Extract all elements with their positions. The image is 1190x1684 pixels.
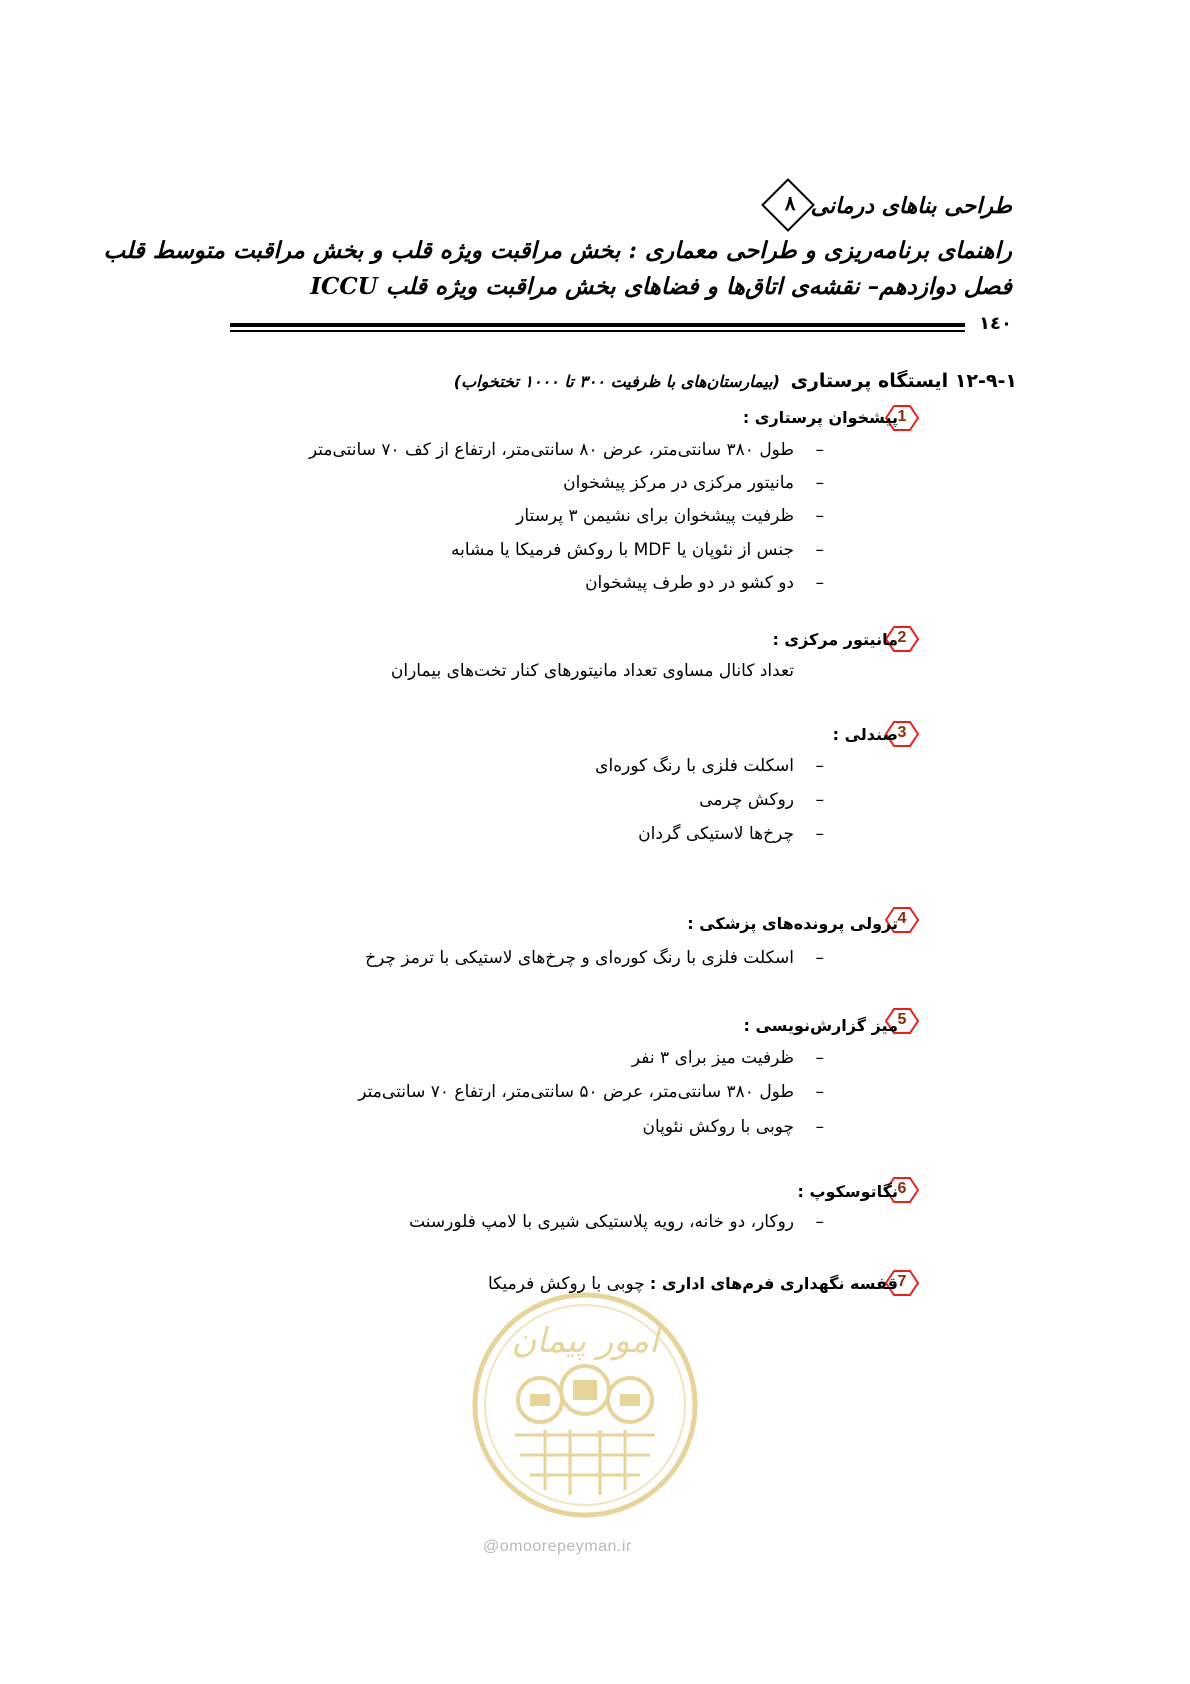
bullet-text: اسکلت فلزی با رنگ کوره‌ای xyxy=(595,756,794,776)
bullet-text: اسکلت فلزی با رنگ کوره‌ای و چرخ‌های لاستیکی با ترمز چرخ xyxy=(365,948,794,968)
bullet-text: ظرفیت میز برای ۳ نفر xyxy=(631,1048,794,1068)
list-item xyxy=(516,506,824,526)
bullet-text: مانیتور مرکزی در مرکز پیشخوان xyxy=(563,473,794,493)
bullet-dash: – xyxy=(815,790,824,810)
list-item xyxy=(365,948,824,968)
svg-text:امور پیمان: امور پیمان xyxy=(511,1321,659,1361)
badge-number: 4 xyxy=(897,910,907,927)
item-text-2: تعداد کانال مساوی تعداد مانیتورهای کنار تخت‌های بیماران xyxy=(390,661,794,681)
list-item xyxy=(409,1212,824,1232)
bullet-text: چوبی با روکش نئوپان xyxy=(642,1117,794,1137)
list-item xyxy=(699,790,824,810)
badge-number: 1 xyxy=(897,408,907,425)
list-item xyxy=(585,573,824,593)
badge-number: 5 xyxy=(897,1011,907,1028)
list-item xyxy=(642,1117,824,1137)
series-number: ۸ xyxy=(784,190,796,215)
bullet-dash: – xyxy=(815,573,824,593)
header-rule-thin xyxy=(230,330,965,332)
list-item xyxy=(631,1048,824,1068)
watermark-seal-icon xyxy=(470,1290,700,1520)
header-rule-thick xyxy=(230,323,965,327)
section-title xyxy=(454,370,1017,392)
item-heading-2: مانیتور مرکزی : xyxy=(772,630,898,649)
section-number: ۱۲-۹-۱ xyxy=(954,370,1017,392)
bullet-dash: – xyxy=(815,1082,824,1102)
item-heading-4: ترولی پرونده‌های پزشکی : xyxy=(687,914,898,933)
list-item xyxy=(638,824,824,844)
bullet-text: روکش چرمی xyxy=(699,790,794,810)
section-subtitle: (بیمارستان‌های با ظرفیت ۳۰۰ تا ۱۰۰۰ تختخواب) xyxy=(453,372,780,391)
list-item xyxy=(308,440,824,460)
item-heading-7: قفسه نگهداری فرم‌های اداری : xyxy=(649,1274,898,1293)
bullet-dash: – xyxy=(815,1117,824,1137)
badge-number: 2 xyxy=(897,629,907,646)
list-item xyxy=(358,1082,824,1102)
bullet-text: ظرفیت پیشخوان برای نشیمن ۳ پرستار xyxy=(516,506,794,526)
bullet-dash: – xyxy=(815,506,824,526)
badge-number: 3 xyxy=(897,724,907,741)
bullet-text: طول ۳۸۰ سانتی‌متر، عرض ۸۰ سانتی‌متر، ارتفاع از کف ۷۰ سانتی‌متر xyxy=(308,440,794,460)
bullet-dash: – xyxy=(815,1048,824,1068)
series-number-diamond xyxy=(761,178,815,232)
badge-number: 6 xyxy=(897,1180,907,1197)
chapter-title: فصل دوازدهم– نقشه‌ی اتاق‌ها و فضاهای بخش مراقبت ویژه قلب ICCU xyxy=(310,273,1012,300)
bullet-text: جنس از نئوپان یا MDF با روکش فرمیکا یا مشابه xyxy=(451,540,794,560)
item-heading-3: صندلی : xyxy=(832,725,898,744)
bullet-text: چرخ‌ها لاستیکی گردان xyxy=(638,824,794,844)
section-heading: ایستگاه پرستاری xyxy=(790,370,949,392)
list-item xyxy=(563,473,824,493)
list-item xyxy=(451,540,824,560)
series-title-text: طراحی بناهای درمانی xyxy=(810,193,1012,219)
bullet-dash: – xyxy=(815,948,824,968)
list-item xyxy=(595,756,824,776)
item-heading-5: میز گزارش‌نویسی : xyxy=(743,1016,898,1035)
bullet-dash: – xyxy=(815,824,824,844)
bullet-dash: – xyxy=(815,440,824,460)
item-heading-1: پیشخوان پرستاری : xyxy=(742,408,898,427)
bullet-text: دو کشو در دو طرف پیشخوان xyxy=(585,573,794,593)
watermark-logo xyxy=(470,1290,700,1520)
badge-number: 7 xyxy=(897,1273,907,1290)
bullet-text: طول ۳۸۰ سانتی‌متر، عرض ۵۰ سانتی‌متر، ارتفاع ۷۰ سانتی‌متر xyxy=(358,1082,794,1102)
item-line-7 xyxy=(488,1274,898,1294)
bullet-text: روکار، دو خانه، رویه پلاستیکی شیری با لامپ فلورسنت xyxy=(409,1212,794,1232)
guide-title: راهنمای برنامه‌ریزی و طراحی معماری : بخش مراقبت ویژه قلب و بخش مراقبت متوسط قلب xyxy=(103,237,1012,264)
bullet-dash: – xyxy=(815,756,824,776)
bullet-dash: – xyxy=(815,473,824,493)
bullet-dash: – xyxy=(815,1212,824,1232)
series-title xyxy=(769,188,1012,226)
watermark-site: @omoorepeyman.ir xyxy=(483,1538,632,1555)
bullet-dash: – xyxy=(815,540,824,560)
page-number: ۱٤۰ xyxy=(979,313,1012,334)
item-inline-text-7: چوبی با روکش فرمیکا xyxy=(487,1274,645,1294)
item-heading-6: نگاتوسکوپ : xyxy=(797,1182,898,1201)
